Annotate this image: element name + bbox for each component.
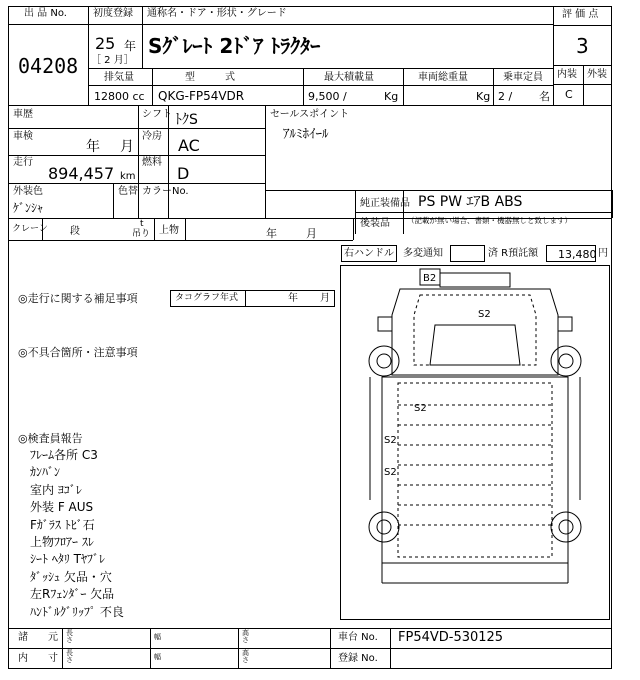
lot-number: 04208 xyxy=(18,54,79,78)
first-registration-label: 初度登録 xyxy=(93,8,133,19)
registration-year: 25 xyxy=(95,34,116,53)
grade-label: 評 価 点 xyxy=(562,9,599,20)
damage-mark: S2 xyxy=(384,467,397,478)
max-load-value: 9,500 / xyxy=(308,90,347,103)
tachograph-year: 年 xyxy=(288,293,298,304)
equipment-value: PS PW ｴｱB ABS xyxy=(418,194,523,210)
rear-left-wheel xyxy=(369,512,399,542)
inspector-report-list xyxy=(30,446,124,620)
sales-point-label: セールスポイント xyxy=(270,109,350,120)
multi-change-box xyxy=(450,245,485,262)
rhd-label: 右ハンドル xyxy=(344,248,394,259)
crane-ton: t xyxy=(140,219,144,229)
chassis-number-value: FP54VD-530125 xyxy=(398,630,504,645)
gross-weight-unit: Kg xyxy=(476,90,491,103)
mileage-value: 894,457 xyxy=(48,164,115,183)
recycle-value: 13,480 xyxy=(558,248,597,261)
capacity-unit: 名 xyxy=(539,90,550,103)
mileage-unit: km xyxy=(120,171,136,182)
fuel-value: D xyxy=(177,164,190,183)
report-item: 外装 F AUS xyxy=(30,500,94,515)
yen-unit: 円 xyxy=(598,248,608,259)
crane-stage: 段 xyxy=(70,226,80,237)
inspection-label: 車検 xyxy=(13,131,33,142)
tachograph-label: タコグラフ年式 xyxy=(175,293,239,303)
color-number-label: カラーNo. xyxy=(142,186,189,197)
color-change-label: 色替 xyxy=(118,186,138,197)
capacity-label: 乗車定員 xyxy=(503,72,543,83)
report-item: 左Rﾌｪﾝﾀﾞｰ 欠品 xyxy=(30,587,115,602)
sales-point-value: ｱﾙﾐﾎｲｰﾙ xyxy=(283,127,329,142)
damage-mark: S2 xyxy=(478,309,491,320)
crane-hoist: 吊り xyxy=(132,229,151,239)
tachograph-month: 月 xyxy=(320,293,330,304)
vehicle-name-label: 通称名・ドア・形状・グレード xyxy=(147,8,287,19)
length-label: 長さ xyxy=(66,629,73,644)
body-label: 上物 xyxy=(159,225,179,236)
cargo-body xyxy=(382,377,568,563)
lot-label: 出 品 No. xyxy=(24,8,67,19)
aircon-value: AC xyxy=(178,136,200,155)
model-label: 型 式 xyxy=(185,72,235,83)
running-notes-label: ◎走行に関する補足事項 xyxy=(18,292,138,305)
capacity-value: 2 / xyxy=(498,90,513,103)
damage-mark: S2 xyxy=(384,435,397,446)
shift-value: ﾄｸS xyxy=(175,112,198,128)
aftermarket-label: 後装品 xyxy=(360,218,390,229)
inspection-month-unit: 月 xyxy=(120,139,134,155)
report-item: ｼｰﾄ ﾍﾀﾘ Tﾔﾌﾞﾚ xyxy=(30,552,105,567)
inspection-year-unit: 年 xyxy=(86,139,100,155)
fuel-label: 燃料 xyxy=(142,157,162,168)
inner-dimensions-label: 内 寸 xyxy=(18,653,58,664)
report-item: ﾌﾚｰﾑ各所 C3 xyxy=(30,448,98,462)
cab-roof xyxy=(440,273,510,287)
inner-height-label: 高さ xyxy=(242,649,249,664)
max-load-unit: Kg xyxy=(384,90,399,103)
mileage-label: 走行 xyxy=(13,157,33,168)
inner-width-label: 幅 xyxy=(154,653,161,661)
displacement-value: 12800 cc xyxy=(94,90,145,103)
displacement-label: 排気量 xyxy=(104,72,134,83)
dimensions-label: 諸 元 xyxy=(18,632,58,643)
max-load-label: 最大積載量 xyxy=(324,72,374,83)
equipment-label: 純正装備品 xyxy=(360,198,410,209)
vehicle-name: Sｸﾞﾚｰﾄ 2ﾄﾞｱ ﾄﾗｸﾀｰ xyxy=(148,34,321,58)
front-right-wheel xyxy=(551,346,581,376)
report-item: ｶﾝﾊﾞﾝ xyxy=(30,465,61,480)
report-item: 室内 ﾖｺﾞﾚ xyxy=(30,482,82,497)
width-label: 幅 xyxy=(154,633,161,641)
report-item: Fｶﾞﾗｽ ﾄﾋﾞ石 xyxy=(30,517,95,532)
aftermarket-note: （記載が無い場合、書類・機器無しと致します） xyxy=(407,216,572,225)
aircon-label: 冷房 xyxy=(142,131,162,142)
recycle-label: 済 R預託額 xyxy=(488,248,539,259)
gross-weight-label: 車両総重量 xyxy=(418,72,468,83)
color-label: 外装色 xyxy=(13,186,43,197)
chassis-number-label: 車台 No. xyxy=(338,632,378,643)
inspector-report-label: ◎検査員報告 xyxy=(18,432,83,445)
model-value: QKG-FP54VDR xyxy=(158,89,245,103)
interior-label: 内装 xyxy=(557,69,577,80)
report-item: ﾊﾝﾄﾞﾙｸﾞﾘｯﾌﾟ 不良 xyxy=(30,604,124,619)
year-unit: 年 xyxy=(124,39,137,53)
exterior-label: 外装 xyxy=(587,69,607,80)
defect-notes-label: ◎不具合箇所・注意事項 xyxy=(18,346,138,359)
multi-change-label: 多変通知 xyxy=(403,248,443,259)
registration-month: ［ 2 月］ xyxy=(91,55,134,66)
damage-mark: S2 xyxy=(414,403,427,414)
crane-label: クレーン xyxy=(12,224,48,234)
inner-length-label: 長さ xyxy=(66,649,73,664)
rear-right-wheel xyxy=(551,512,581,542)
history-label: 車歴 xyxy=(13,109,33,120)
score-value: 3 xyxy=(576,34,589,58)
interior-score: C xyxy=(565,88,573,101)
cab-outline xyxy=(392,289,558,375)
vehicle-damage-diagram xyxy=(340,265,610,620)
color-value: ｹﾞﾝｼｬ xyxy=(13,201,44,215)
body-year: 年 xyxy=(266,227,277,240)
body-month: 月 xyxy=(306,227,317,240)
registration-number-label: 登録 No. xyxy=(338,653,378,664)
height-label: 高さ xyxy=(242,629,249,644)
shift-label: シフト xyxy=(142,109,172,120)
front-left-wheel xyxy=(369,346,399,376)
report-item: 上物ﾌﾛｱｰ ｽﾚ xyxy=(30,534,94,549)
report-item: ﾀﾞｯｼｭ 欠品・穴 xyxy=(30,569,112,584)
damage-mark: B2 xyxy=(423,273,437,284)
